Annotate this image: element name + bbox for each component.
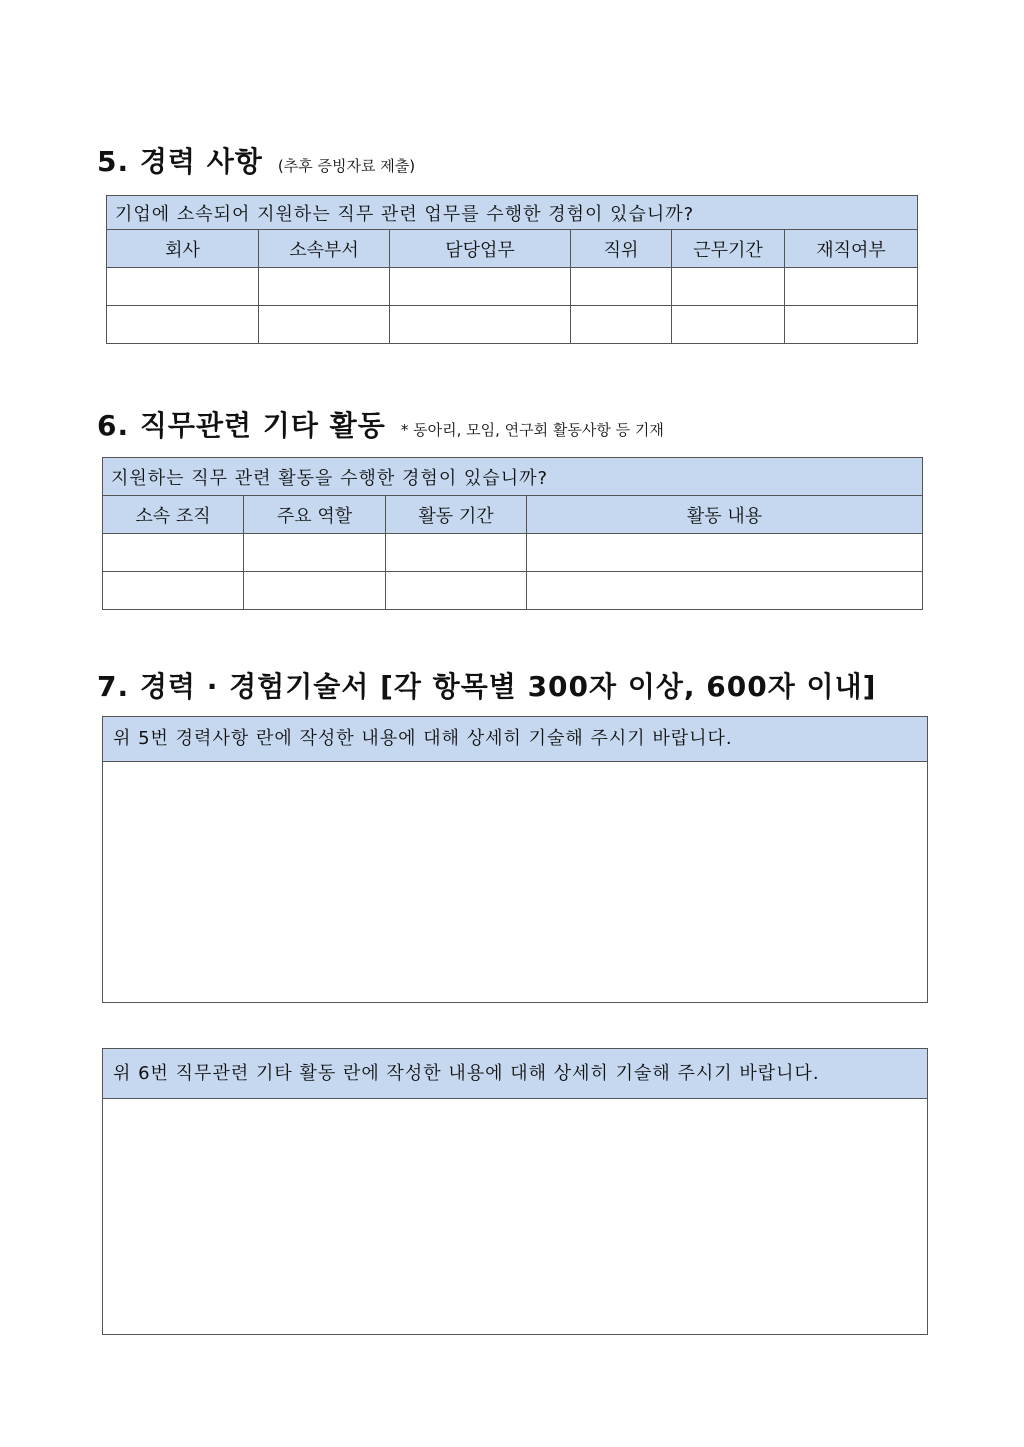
career-cell[interactable] (390, 268, 571, 306)
activity-question: 지원하는 직무 관련 활동을 수행한 경험이 있습니까? (103, 458, 923, 496)
activity-col-content: 활동 내용 (527, 496, 923, 534)
activity-description-area[interactable] (103, 1099, 927, 1334)
career-cell[interactable] (107, 268, 259, 306)
section6-note: * 동아리, 모임, 연구회 활동사항 등 기재 (400, 421, 664, 439)
career-cell[interactable] (571, 306, 672, 344)
career-description-area[interactable] (103, 762, 927, 1002)
career-question: 기업에 소속되어 지원하는 직무 관련 업무를 수행한 경험이 있습니까? (107, 196, 918, 230)
activity-cell[interactable] (527, 534, 923, 572)
career-cell[interactable] (672, 268, 785, 306)
activity-row (103, 534, 923, 572)
section5-title: 5. 경력 사항 (97, 145, 263, 178)
activity-cell[interactable] (103, 572, 244, 610)
section6-heading (97, 404, 664, 444)
career-col-employment-status: 재직여부 (785, 230, 918, 268)
activity-col-organization: 소속 조직 (103, 496, 244, 534)
section7-title: 7. 경력 · 경험기술서 [각 항목별 300자 이상, 600자 이내] (97, 670, 877, 703)
activity-col-period: 활동 기간 (386, 496, 527, 534)
career-cell[interactable] (259, 306, 390, 344)
career-col-position: 직위 (571, 230, 672, 268)
activity-cell[interactable] (103, 534, 244, 572)
career-col-company: 회사 (107, 230, 259, 268)
section6-title: 6. 직무관련 기타 활동 (97, 409, 386, 442)
activity-cell[interactable] (386, 534, 527, 572)
activity-description-box (102, 1048, 928, 1335)
section7-heading (97, 665, 876, 705)
activity-row (103, 572, 923, 610)
activity-cell[interactable] (386, 572, 527, 610)
career-col-period: 근무기간 (672, 230, 785, 268)
career-cell[interactable] (785, 306, 918, 344)
activity-description-prompt: 위 6번 직무관련 기타 활동 란에 작성한 내용에 대해 상세히 기술해 주시기 바랍니다. (103, 1049, 927, 1099)
career-row (107, 268, 918, 306)
career-row (107, 306, 918, 344)
career-cell[interactable] (672, 306, 785, 344)
career-cell[interactable] (571, 268, 672, 306)
career-cell[interactable] (107, 306, 259, 344)
activity-cell[interactable] (244, 534, 386, 572)
section5-heading (97, 140, 415, 180)
career-col-duty: 담당업무 (390, 230, 571, 268)
career-col-department: 소속부서 (259, 230, 390, 268)
activity-cell[interactable] (244, 572, 386, 610)
career-description-prompt: 위 5번 경력사항 란에 작성한 내용에 대해 상세히 기술해 주시기 바랍니다. (103, 717, 927, 762)
career-cell[interactable] (785, 268, 918, 306)
career-cell[interactable] (390, 306, 571, 344)
career-table (106, 195, 918, 344)
career-cell[interactable] (259, 268, 390, 306)
section5-note: (추후 증빙자료 제출) (277, 157, 416, 175)
activity-table (102, 457, 923, 610)
activity-cell[interactable] (527, 572, 923, 610)
activity-col-role: 주요 역할 (244, 496, 386, 534)
career-description-box (102, 716, 928, 1003)
